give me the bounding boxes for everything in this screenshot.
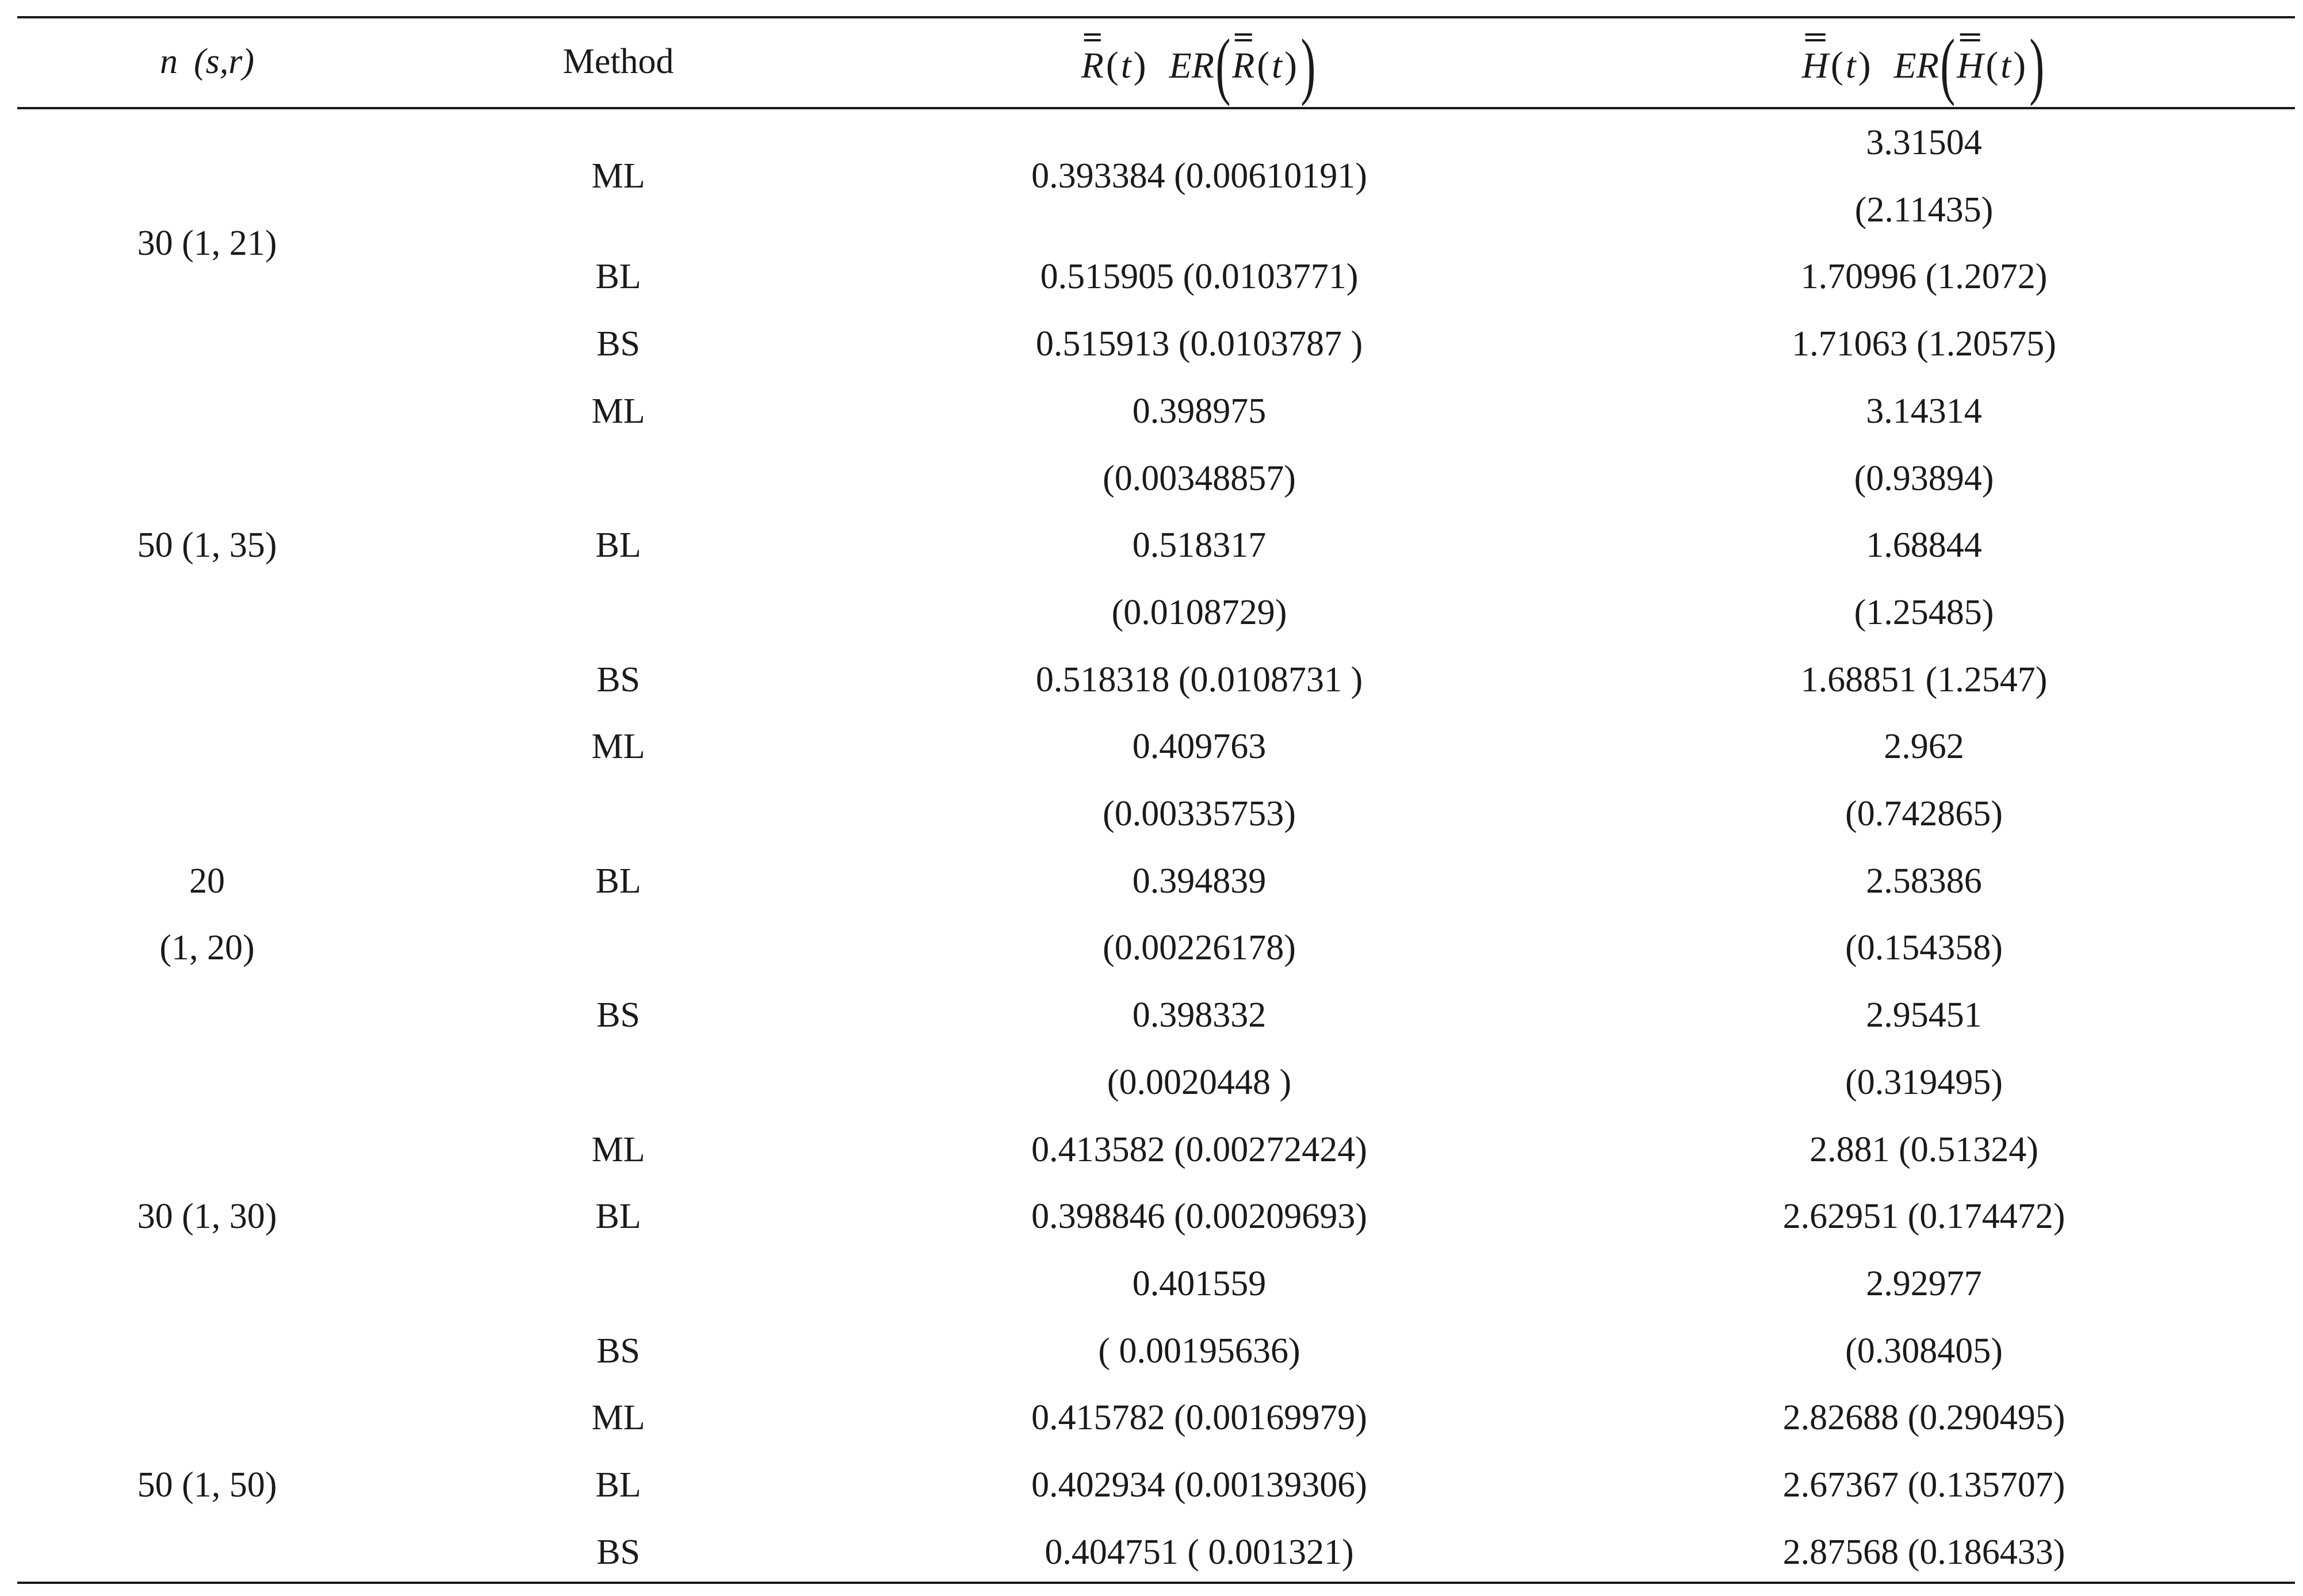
method-cell: ML <box>591 727 645 767</box>
header-r-t: t <box>1120 45 1131 86</box>
header-n: n <box>159 42 178 81</box>
method-cell: BL <box>595 257 641 297</box>
reliability-cell: 0.394839 <box>1132 861 1267 901</box>
hazard-cell: 1.68844 <box>1866 526 1982 565</box>
hazard-cell: 1.68851 (1.2547) <box>1800 660 2048 699</box>
hazard-cell: 1.70996 (1.2072) <box>1800 257 2048 297</box>
hazard-cell: 2.58386 <box>1866 861 1982 901</box>
hazard-cell: 2.67367 (0.135707) <box>1782 1465 2065 1505</box>
method-cell: ML <box>591 1130 645 1169</box>
reliability-cell: 0.409763 <box>1132 727 1267 767</box>
hazard-cell: 2.92977 <box>1866 1264 1982 1303</box>
method-cell: BL <box>595 1465 641 1505</box>
hazard-cell: (1.25485) <box>1854 592 1994 632</box>
hazard-cell: (0.93894) <box>1854 458 1994 498</box>
method-cell: ML <box>591 391 645 431</box>
top-rule <box>17 16 2295 18</box>
header-r-symbol-2: R <box>1232 45 1255 86</box>
group-label: 30 (1, 30) <box>137 1197 277 1237</box>
hazard-cell: 2.82688 (0.290495) <box>1782 1398 2065 1438</box>
reliability-cell: 0.402934 (0.00139306) <box>1031 1465 1367 1505</box>
method-cell: BS <box>596 996 640 1035</box>
method-cell: ML <box>591 156 645 196</box>
group-label: 30 (1, 21) <box>137 224 277 263</box>
header-r-er: ER <box>1169 45 1214 86</box>
bottom-rule <box>17 1582 2295 1584</box>
hazard-cell: (0.308405) <box>1845 1331 2003 1371</box>
reliability-cell: 0.515913 (0.0103787 ) <box>1035 324 1363 364</box>
header-r-t-2: t <box>1272 45 1282 86</box>
reliability-cell: (0.00226178) <box>1103 928 1296 968</box>
method-cell: ML <box>591 1398 645 1438</box>
header-h-t-2: t <box>2000 45 2011 86</box>
method-cell: BL <box>595 861 641 901</box>
reliability-cell: 0.401559 <box>1132 1264 1267 1303</box>
group-label: 50 (1, 50) <box>137 1465 277 1505</box>
reliability-cell: 0.415782 (0.00169979) <box>1031 1398 1367 1438</box>
header-r-symbol: R <box>1081 45 1104 86</box>
reliability-cell: 0.398332 <box>1132 996 1267 1035</box>
hazard-cell: 2.95451 <box>1866 996 1982 1035</box>
reliability-cell: (0.0020448 ) <box>1107 1062 1292 1102</box>
header-h-t: t <box>1845 45 1856 86</box>
hazard-cell: 1.71063 (1.20575) <box>1792 324 2056 364</box>
method-cell: BL <box>595 526 641 565</box>
header-h-symbol-2: H <box>1957 45 1984 86</box>
header-method <box>563 44 674 79</box>
group-label-2: (1, 20) <box>159 928 255 968</box>
reliability-cell: 0.404751 ( 0.001321) <box>1045 1532 1354 1572</box>
hazard-cell: 2.881 (0.51324) <box>1810 1130 2038 1169</box>
hazard-cell: (0.154358) <box>1845 928 2003 968</box>
hazard-cell: 3.31504 <box>1866 123 1982 162</box>
method-cell: BL <box>595 1197 641 1237</box>
header-h-er: ER <box>1893 45 1939 86</box>
reliability-cell: 0.515905 (0.0103771) <box>1040 257 1359 297</box>
reliability-cell: 0.393384 (0.00610191) <box>1031 156 1367 196</box>
group-label: 20 <box>189 861 225 901</box>
hazard-cell: (0.742865) <box>1845 794 2003 833</box>
header-h-symbol: H <box>1801 45 1828 86</box>
header-n-sr <box>160 44 254 79</box>
header-rule <box>17 107 2295 109</box>
hazard-cell: 3.14314 <box>1866 391 1982 431</box>
hazard-cell: 2.62951 (0.174472) <box>1782 1197 2065 1237</box>
header-sr: (s,r) <box>193 42 255 81</box>
header-reliability: R ( t ) ER ( R ( t ) ) <box>1081 24 1316 107</box>
header-hazard: H ( t ) ER ( H ( t ) ) <box>1801 24 2045 107</box>
reliability-cell: 0.398846 (0.00209693) <box>1031 1197 1367 1237</box>
reliability-cell: (0.00335753) <box>1103 794 1296 833</box>
reliability-cell: (0.00348857) <box>1103 458 1296 498</box>
method-cell: BS <box>596 1532 640 1572</box>
reliability-cell: 0.518318 (0.0108731 ) <box>1035 660 1363 699</box>
reliability-cell: 0.518317 <box>1132 526 1267 565</box>
reliability-cell: 0.398975 <box>1132 391 1267 431</box>
hazard-cell: 2.87568 (0.186433) <box>1782 1532 2065 1572</box>
reliability-cell: (0.0108729) <box>1111 592 1287 632</box>
hazard-cell: (0.319495) <box>1845 1062 2003 1102</box>
hazard-cell: (2.11435) <box>1854 190 1994 229</box>
reliability-cell: 0.413582 (0.00272424) <box>1031 1130 1367 1169</box>
reliability-cell: ( 0.00195636) <box>1098 1331 1300 1371</box>
method-cell: BS <box>596 660 640 699</box>
method-cell: BS <box>596 1331 640 1371</box>
method-cell: BS <box>596 324 640 364</box>
group-label: 50 (1, 35) <box>137 526 277 565</box>
hazard-cell: 2.962 <box>1884 727 1964 767</box>
header-method-label: Method <box>563 42 674 81</box>
